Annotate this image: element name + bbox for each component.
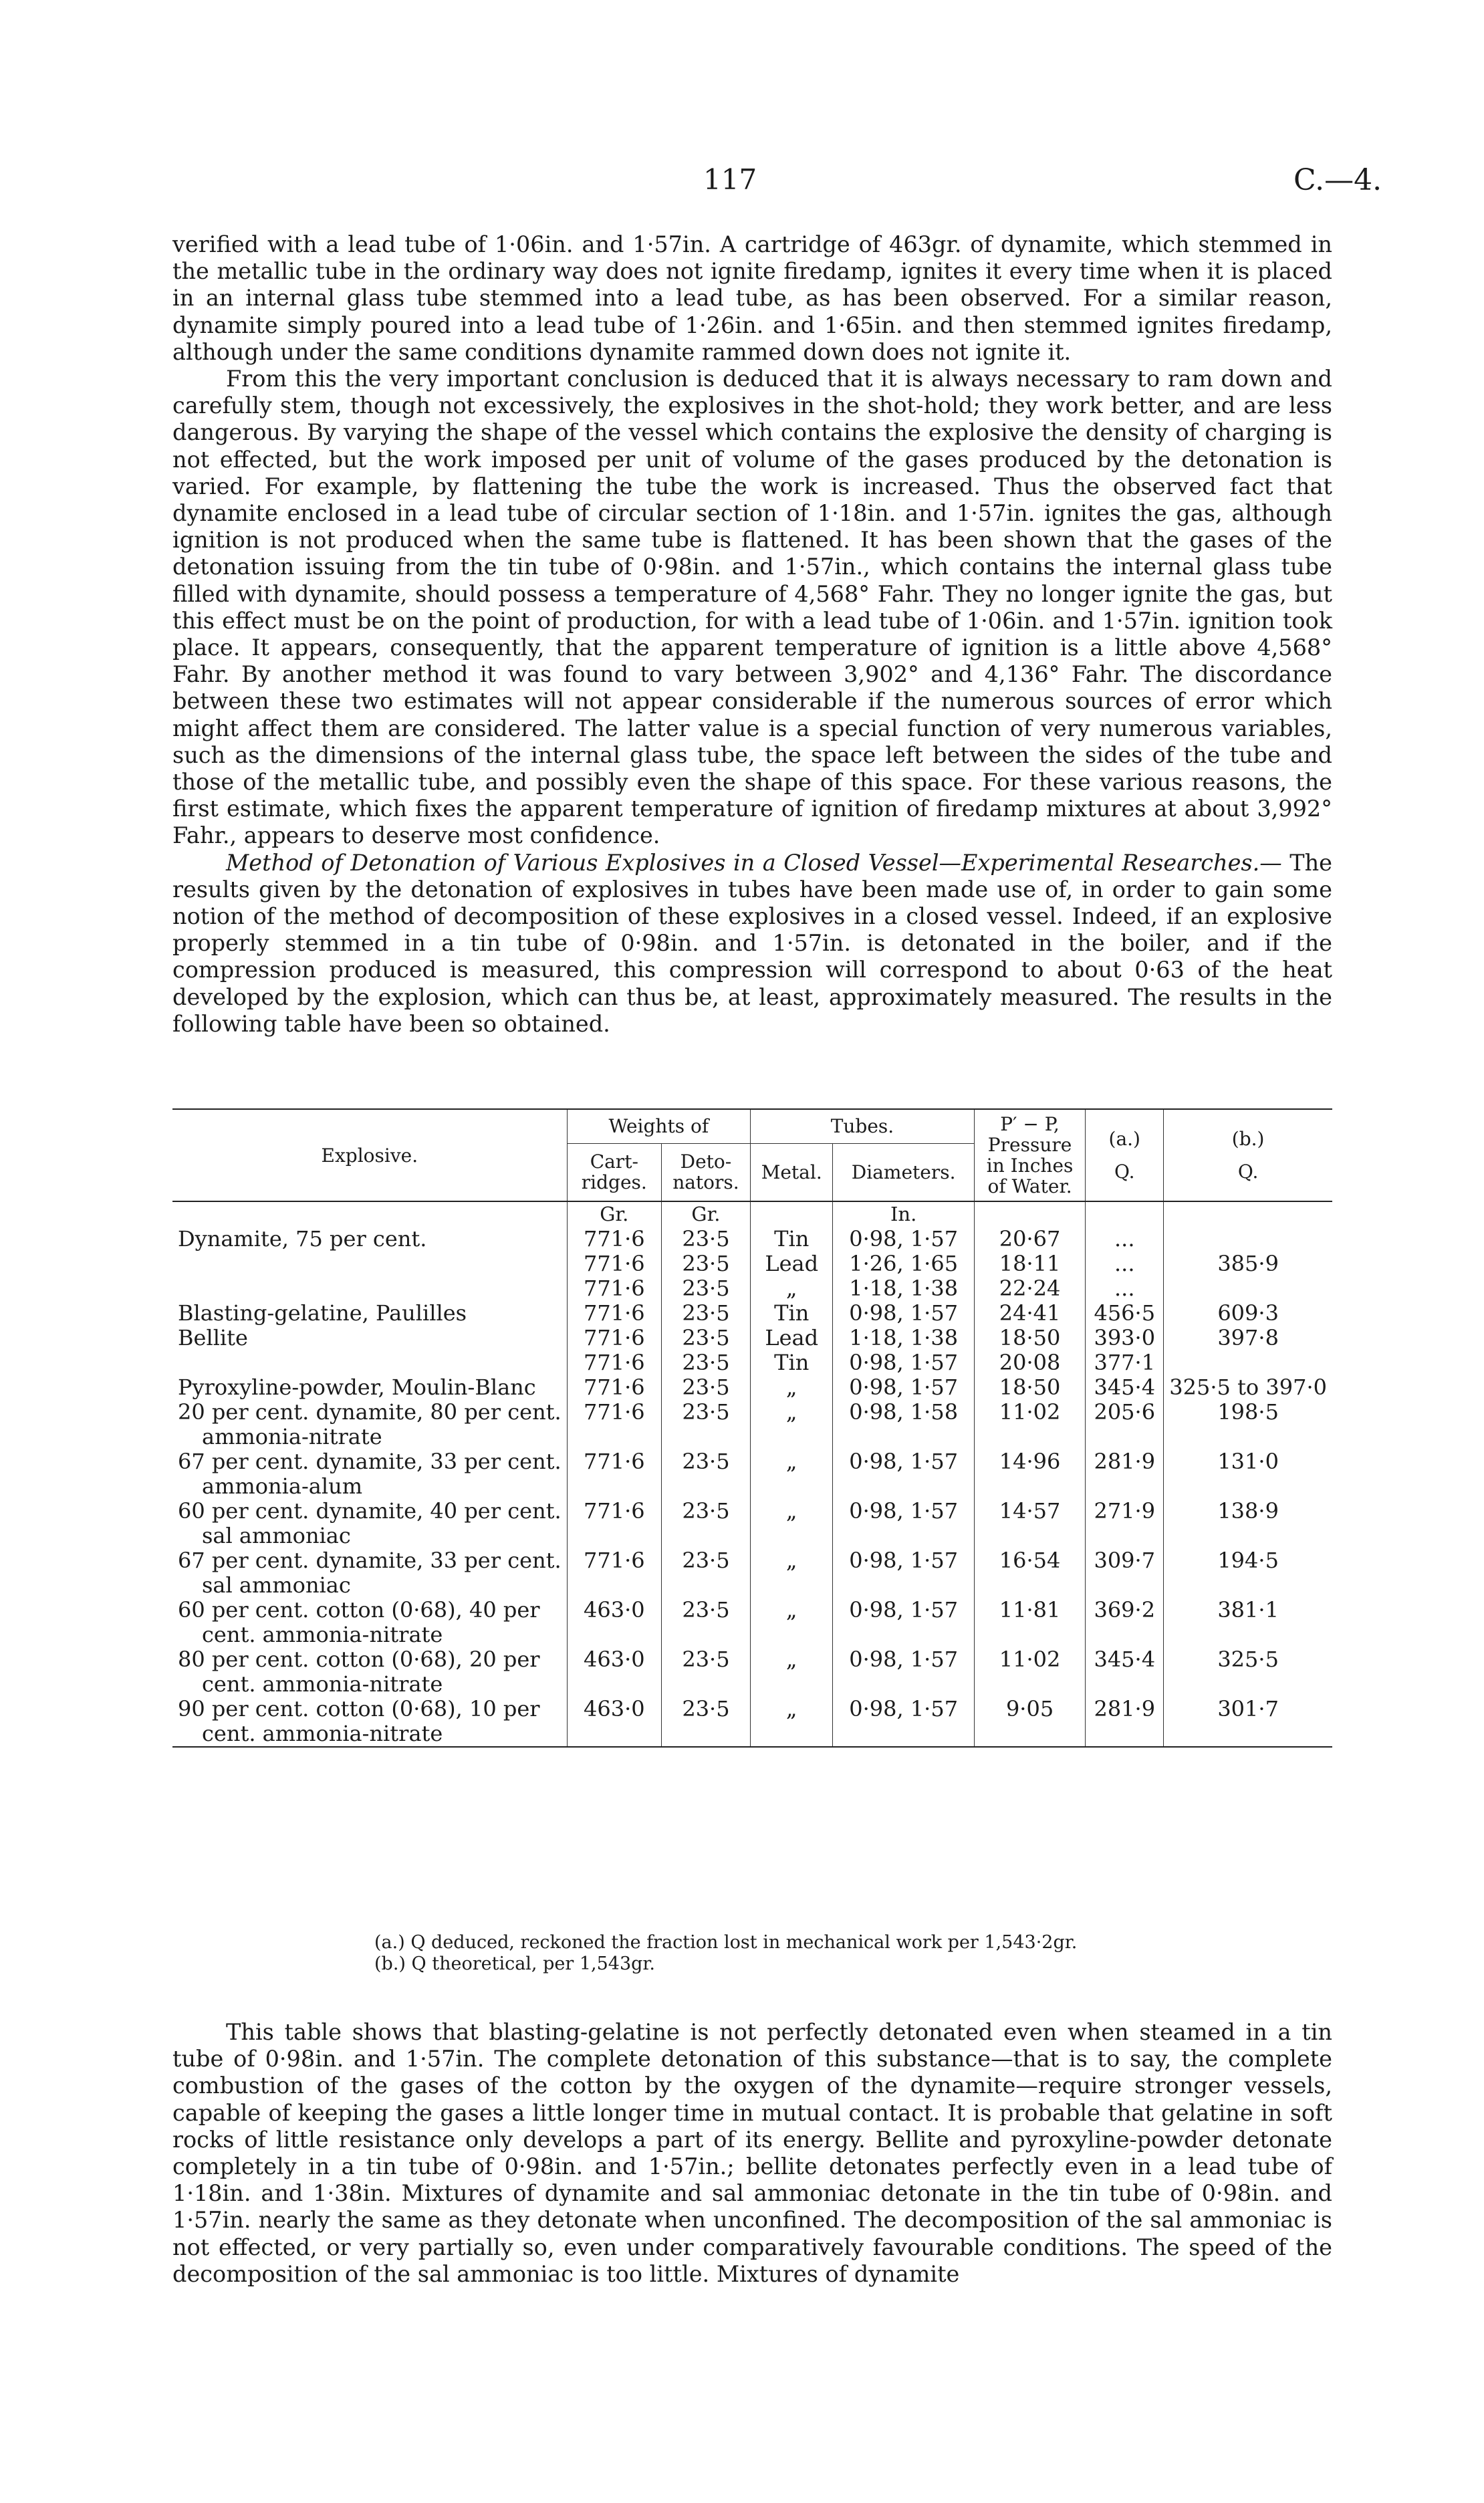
cell-diameters: 0·98, 1·57	[833, 1647, 974, 1697]
cell-metal: „	[751, 1548, 833, 1598]
unit-detonators: Gr.	[661, 1201, 750, 1227]
cell-metal: Lead	[751, 1326, 833, 1350]
explosive-name-cont: cent. ammonia-nitrate	[202, 1622, 443, 1647]
cell-explosive	[172, 1227, 567, 1252]
explosive-name: Pyroxyline-powder, Moulin-Blanc	[178, 1375, 536, 1400]
col-q-a-q: Q.	[1114, 1161, 1135, 1183]
cell-q-a: ...	[1086, 1227, 1164, 1252]
cell-q-a: 271·9	[1086, 1499, 1164, 1548]
cell-explosive	[172, 1350, 567, 1375]
cell-q-a: 393·0	[1086, 1326, 1164, 1350]
cell-q-a: 281·9	[1086, 1697, 1164, 1747]
cell-metal: „	[751, 1449, 833, 1499]
cell-detonators: 23·5	[661, 1449, 750, 1499]
cell-diameters: 0·98, 1·57	[833, 1350, 974, 1375]
cell-detonators: 23·5	[661, 1598, 750, 1647]
cell-detonators: 23·5	[661, 1548, 750, 1598]
cell-q-b: 131·0	[1164, 1449, 1332, 1499]
cell-q-b: 609·3	[1164, 1301, 1332, 1326]
cell-q-b	[1164, 1276, 1332, 1301]
cell-q-b: 397·8	[1164, 1326, 1332, 1350]
cell-q-b: 385·9	[1164, 1252, 1332, 1276]
table-row	[172, 1647, 1332, 1697]
cell-cartridges: 771·6	[567, 1499, 661, 1548]
table-row	[172, 1301, 1332, 1326]
col-cartridges: Cart-ridges.	[567, 1143, 661, 1201]
cell-q-a: 205·6	[1086, 1400, 1164, 1449]
col-diameters: Diameters.	[833, 1143, 974, 1201]
table-row	[172, 1252, 1332, 1276]
cell-metal: Tin	[751, 1350, 833, 1375]
cell-metal: „	[751, 1276, 833, 1301]
table-row	[172, 1227, 1332, 1252]
results-table	[172, 1108, 1332, 1752]
cell-pressure: 18·11	[974, 1252, 1085, 1276]
page-header	[0, 163, 1484, 203]
cell-explosive	[172, 1252, 567, 1276]
cell-pressure: 18·50	[974, 1375, 1085, 1400]
table-row	[172, 1400, 1332, 1449]
col-q-a	[1086, 1109, 1164, 1201]
cell-diameters: 0·98, 1·57	[833, 1499, 974, 1548]
cell-q-a: 309·7	[1086, 1548, 1164, 1598]
cell-q-b: 301·7	[1164, 1697, 1332, 1747]
cell-q-a: 345·4	[1086, 1647, 1164, 1697]
cell-detonators: 23·5	[661, 1400, 750, 1449]
document-code: C.—4.	[1293, 163, 1382, 197]
cell-q-a: 456·5	[1086, 1301, 1164, 1326]
cell-diameters: 0·98, 1·57	[833, 1375, 974, 1400]
cell-detonators: 23·5	[661, 1697, 750, 1747]
cell-explosive	[172, 1548, 567, 1598]
cell-q-b	[1164, 1227, 1332, 1252]
cell-metal: „	[751, 1375, 833, 1400]
explosive-name: 60 per cent. dynamite, 40 per cent.	[178, 1498, 562, 1524]
cell-cartridges: 463·0	[567, 1598, 661, 1647]
units-row	[172, 1201, 1332, 1227]
cell-metal: „	[751, 1697, 833, 1747]
table-row	[172, 1350, 1332, 1375]
cell-cartridges: 463·0	[567, 1697, 661, 1747]
cell-cartridges: 771·6	[567, 1350, 661, 1375]
col-detonators: Deto-nators.	[661, 1143, 750, 1201]
cell-detonators: 23·5	[661, 1276, 750, 1301]
cell-q-b: 325·5 to 397·0	[1164, 1375, 1332, 1400]
explosive-name: Bellite	[178, 1325, 248, 1350]
cell-cartridges: 771·6	[567, 1375, 661, 1400]
cell-metal: Tin	[751, 1301, 833, 1326]
table-row	[172, 1548, 1332, 1598]
explosive-name-cont: sal ammoniac	[202, 1572, 351, 1598]
cell-diameters: 1·26, 1·65	[833, 1252, 974, 1276]
cell-detonators: 23·5	[661, 1350, 750, 1375]
table-row	[172, 1499, 1332, 1548]
cell-diameters: 1·18, 1·38	[833, 1276, 974, 1301]
cell-diameters: 1·18, 1·38	[833, 1326, 974, 1350]
col-q-b	[1164, 1109, 1332, 1201]
cell-pressure: 20·08	[974, 1350, 1085, 1375]
cell-q-a: ...	[1086, 1276, 1164, 1301]
cell-pressure: 22·24	[974, 1276, 1085, 1301]
table-row	[172, 1326, 1332, 1350]
table-row	[172, 1598, 1332, 1647]
explosive-name-cont: sal ammoniac	[202, 1523, 351, 1548]
footnote-b: (b.) Q theoretical, per 1,543gr.	[374, 1953, 655, 1974]
paragraph-1: verified with a lead tube of 1·06in. and 1·57in. A cartridge of 463gr. of dynamite, which stemmed in the metallic tube in the ordinary way does not ignite firedamp, ignites it every time when it is placed in an internal glass tube stemmed into a lead tube, as has been observed. For a similar reason, dynamite simply poured into a lead tube of 1·26in. and 1·65in. and then stemmed ignites firedamp, although under the same conditions dynamite rammed down does not ignite it.	[172, 231, 1332, 365]
cell-diameters: 0·98, 1·58	[833, 1400, 974, 1449]
cell-pressure: 24·41	[974, 1301, 1085, 1326]
paragraph-after: This table shows that blasting-gelatine is not perfectly detonated even when steamed in a tin tube of 0·98in. and 1·57in. The complete detonation of this substance—that is to say, the complete combustion of the gases of the cotton by the oxygen of the dynamite—require stronger vessels, capable of keeping the gases a little longer time in mutual contact. It is probable that gelatine in soft rocks of little resistance only develops a part of its energy. Bellite and pyroxyline-powder detonate completely in a tin tube of 0·98in. and 1·57in.; bellite detonates perfectly even in a lead tube of 1·18in. and 1·38in. Mixtures of dynamite and sal ammoniac detonate in the tin tube of 0·98in. and 1·57in. nearly the same as they detonate when unconfined. The decomposition of the sal ammoniac is not effected, or very partially so, even under comparatively favourable conditions. The speed of the decomposition of the sal ammoniac is too little. Mixtures of dynamite	[172, 2019, 1332, 2287]
cell-diameters: 0·98, 1·57	[833, 1449, 974, 1499]
cell-metal: Tin	[751, 1227, 833, 1252]
cell-pressure: 11·02	[974, 1647, 1085, 1697]
cell-cartridges: 771·6	[567, 1301, 661, 1326]
cell-q-a: ...	[1086, 1252, 1164, 1276]
intro-section	[172, 231, 1332, 1038]
cell-q-a: 345·4	[1086, 1375, 1164, 1400]
cell-explosive	[172, 1326, 567, 1350]
cell-metal: „	[751, 1400, 833, 1449]
paragraph-method	[172, 850, 1332, 1038]
method-text: The results given by the detonation of explosives in tubes have been made use of, in order to gain some notion of the method of decomposition of these explosives in a closed vessel. Indeed, if an explosive properly stemmed in a tin tube of 0·98in. and 1·57in. is detonated in the boiler, and if the compression produced is measured, this compression will correspond to about 0·63 of the heat developed by the explosion, which can thus be, at least, approximately measured. The results in the following table have been so obtained.	[172, 849, 1332, 1037]
cell-q-a: 369·2	[1086, 1598, 1164, 1647]
cell-q-a: 281·9	[1086, 1449, 1164, 1499]
cell-cartridges: 463·0	[567, 1647, 661, 1697]
cell-pressure: 11·02	[974, 1400, 1085, 1449]
cell-cartridges: 771·6	[567, 1548, 661, 1598]
cell-cartridges: 771·6	[567, 1449, 661, 1499]
table-row	[172, 1276, 1332, 1301]
cell-pressure: 11·81	[974, 1598, 1085, 1647]
cell-explosive	[172, 1400, 567, 1449]
cell-cartridges: 771·6	[567, 1227, 661, 1252]
cell-explosive	[172, 1499, 567, 1548]
cell-detonators: 23·5	[661, 1326, 750, 1350]
cell-detonators: 23·5	[661, 1375, 750, 1400]
explosive-name: 67 per cent. dynamite, 33 per cent.	[178, 1449, 562, 1474]
cell-diameters: 0·98, 1·57	[833, 1598, 974, 1647]
cell-diameters: 0·98, 1·57	[833, 1301, 974, 1326]
footnote-a: (a.) Q deduced, reckoned the fraction lost in mechanical work per 1,543·2gr.	[374, 1932, 1078, 1953]
cell-q-b: 325·5	[1164, 1647, 1332, 1697]
cell-q-b: 198·5	[1164, 1400, 1332, 1449]
col-weights-of: Weights of	[567, 1109, 750, 1143]
page-number: 117	[703, 163, 757, 196]
cell-pressure: 18·50	[974, 1326, 1085, 1350]
cell-metal: „	[751, 1647, 833, 1697]
col-q-b-label: (b.)	[1231, 1128, 1265, 1150]
cell-cartridges: 771·6	[567, 1326, 661, 1350]
after-section	[172, 2019, 1332, 2288]
cell-q-a: 377·1	[1086, 1350, 1164, 1375]
cell-explosive	[172, 1276, 567, 1301]
cell-explosive	[172, 1598, 567, 1647]
col-q-a-label: (a.)	[1108, 1128, 1140, 1150]
explosive-name-cont: cent. ammonia-nitrate	[202, 1671, 443, 1697]
explosive-name-cont: cent. ammonia-nitrate	[202, 1721, 443, 1746]
explosive-name-cont: ammonia-alum	[202, 1473, 363, 1499]
table-footnotes	[374, 1932, 1077, 1975]
explosive-name: Blasting-gelatine, Paulilles	[178, 1300, 467, 1326]
explosive-name: 80 per cent. cotton (0·68), 20 per	[178, 1647, 540, 1672]
cell-cartridges: 771·6	[567, 1252, 661, 1276]
method-heading: Method of Detonation of Various Explosives in a Closed Vessel—Experimental Researches.—	[226, 849, 1282, 876]
explosive-name: 67 per cent. dynamite, 33 per cent.	[178, 1548, 562, 1573]
cell-detonators: 23·5	[661, 1252, 750, 1276]
cell-metal: „	[751, 1598, 833, 1647]
cell-detonators: 23·5	[661, 1499, 750, 1548]
cell-pressure: 20·67	[974, 1227, 1085, 1252]
unit-diameters: In.	[833, 1201, 974, 1227]
cell-pressure: 9·05	[974, 1697, 1085, 1747]
explosive-name: 90 per cent. cotton (0·68), 10 per	[178, 1696, 540, 1721]
cell-metal: Lead	[751, 1252, 833, 1276]
table-body	[172, 1201, 1332, 1747]
cell-explosive	[172, 1697, 567, 1747]
cell-explosive	[172, 1301, 567, 1326]
cell-metal: „	[751, 1499, 833, 1548]
cell-explosive	[172, 1647, 567, 1697]
col-pressure: P′ − P, Pressure in Inches of Water.	[974, 1109, 1085, 1201]
cell-cartridges: 771·6	[567, 1276, 661, 1301]
table-row	[172, 1697, 1332, 1747]
explosive-name-cont: ammonia-nitrate	[202, 1424, 382, 1449]
cell-pressure: 16·54	[974, 1548, 1085, 1598]
cell-detonators: 23·5	[661, 1647, 750, 1697]
table-row	[172, 1375, 1332, 1400]
cell-pressure: 14·96	[974, 1449, 1085, 1499]
cell-diameters: 0·98, 1·57	[833, 1697, 974, 1747]
col-explosive: Explosive.	[172, 1109, 567, 1201]
cell-q-b: 381·1	[1164, 1598, 1332, 1647]
cell-q-b	[1164, 1350, 1332, 1375]
cell-cartridges: 771·6	[567, 1400, 661, 1449]
col-q-b-q: Q.	[1237, 1161, 1259, 1183]
cell-explosive	[172, 1449, 567, 1499]
cell-q-b: 194·5	[1164, 1548, 1332, 1598]
explosive-name: 20 per cent. dynamite, 80 per cent.	[178, 1399, 562, 1425]
cell-diameters: 0·98, 1·57	[833, 1227, 974, 1252]
explosive-name: 60 per cent. cotton (0·68), 40 per	[178, 1597, 540, 1623]
cell-q-b: 138·9	[1164, 1499, 1332, 1548]
cell-explosive	[172, 1375, 567, 1400]
cell-detonators: 23·5	[661, 1301, 750, 1326]
cell-pressure: 14·57	[974, 1499, 1085, 1548]
unit-cartridges: Gr.	[567, 1201, 661, 1227]
col-tubes: Tubes.	[751, 1109, 975, 1143]
cell-detonators: 23·5	[661, 1227, 750, 1252]
col-metal: Metal.	[751, 1143, 833, 1201]
table-row	[172, 1449, 1332, 1499]
paragraph-2: From this the very important conclusion is deduced that it is always necessary to ram down and carefully stem, though not excessively, the explosives in the shot-hold; they work better, and are less dangerous. By varying the shape of the vessel which contains the explosive the density of charging is not effected, but the work imposed per unit of volume of the gases produced by the detonation is varied. For example, by flattening the tube the work is increased. Thus the observed fact that dynamite enclosed in a lead tube of circular section of 1·18in. and 1·57in. ignites the gas, although ignition is not produced when the same tube is flattened. It has been shown that the gases of the detonation issuing from the tin tube of 0·98in. and 1·57in., which contains the internal glass tube filled with dynamite, should possess a temperature of 4,568° Fahr. They no longer ignite the gas, but this effect must be on the point of production, for with a lead tube of 1·06in. and 1·57in. ignition took place. It appears, consequently, that the apparent temperature of ignition is a little above 4,568° Fahr. By another method it was found to vary between 3,902° and 4,136° Fahr. The discordance between these two estimates will not appear considerable if the numerous sources of error which might affect them are considered. The latter value is a special function of very numerous variables, such as the dimensions of the internal glass tube, the space left between the sides of the tube and those of the metallic tube, and possibly even the shape of this space. For these various reasons, the first estimate, which fixes the apparent temperature of ignition of firedamp mixtures at about 3,992° Fahr., appears to deserve most confidence.	[172, 366, 1332, 849]
explosive-name: Dynamite, 75 per cent.	[178, 1226, 427, 1252]
cell-diameters: 0·98, 1·57	[833, 1548, 974, 1598]
